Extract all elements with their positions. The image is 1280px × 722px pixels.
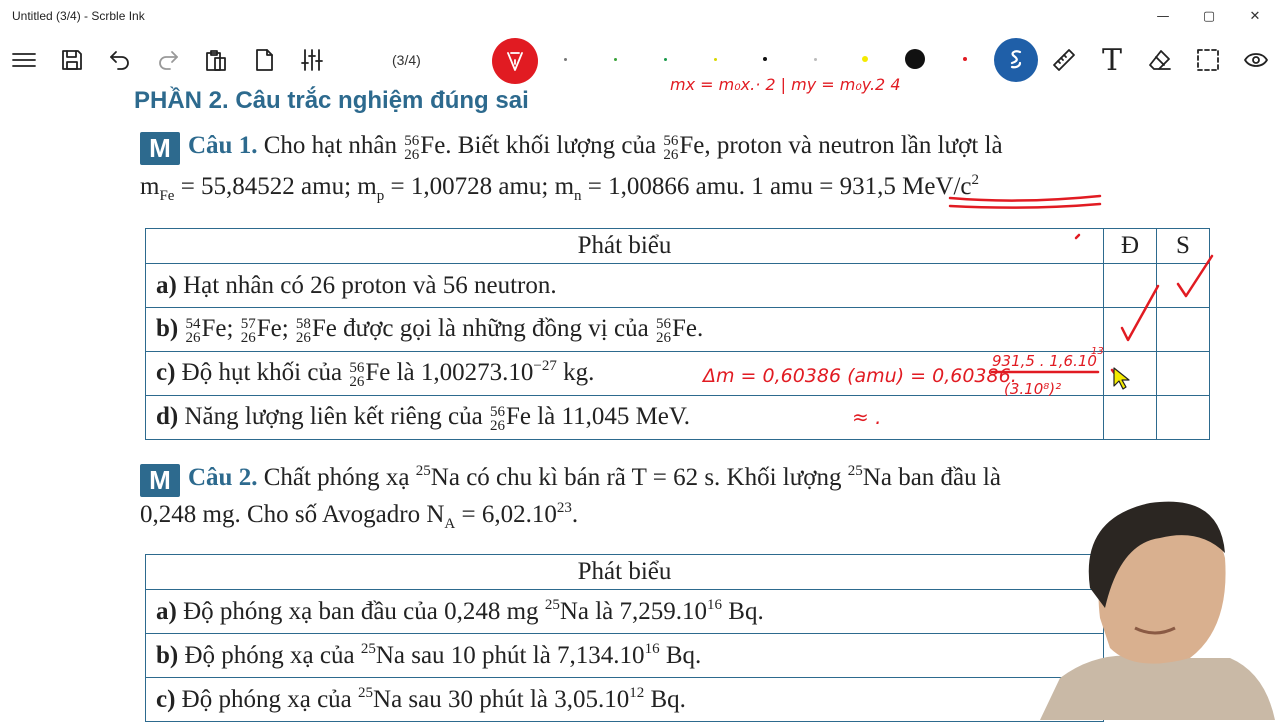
statement-cell [146, 352, 1104, 396]
mass-symbol: m [140, 173, 160, 200]
mass-fe-value: = 55,84522 amu; [174, 173, 358, 200]
stroke-size-small[interactable] [963, 57, 967, 61]
color-swatch-black[interactable] [763, 57, 767, 61]
atomic-number: 26 [655, 329, 671, 346]
highlighter-tool[interactable] [994, 38, 1038, 82]
atomic-number: 26 [663, 147, 679, 163]
section-title: PHẦN 2. Câu trắc nghiệm đúng sai [134, 87, 529, 114]
color-swatch-highlight-yellow[interactable] [862, 56, 868, 62]
q2-statement-table [145, 554, 1104, 722]
table-row [146, 590, 1104, 634]
selection-icon [1195, 47, 1221, 73]
nuclide-fe56 [663, 134, 678, 162]
statement-cell [146, 634, 1104, 678]
save-button[interactable] [52, 40, 92, 80]
statement-cell [146, 264, 1104, 308]
color-swatch-lightgray[interactable] [814, 58, 817, 61]
q2-text: ban đầu là [891, 464, 1001, 491]
mass-number: 57 [240, 315, 256, 332]
element-symbol: Na [430, 464, 460, 491]
statement-text: là 1,00273.10 [390, 359, 534, 386]
m-badge-icon: M [140, 132, 180, 165]
exponent: 16 [707, 597, 723, 613]
eraser-button[interactable] [1140, 40, 1180, 80]
mass-number: 56 [489, 403, 505, 420]
redo-button[interactable] [148, 40, 188, 80]
color-swatch-darkgreen[interactable] [664, 58, 667, 61]
text-tool-button[interactable] [1092, 40, 1132, 80]
view-button[interactable] [1236, 40, 1276, 80]
table-row [146, 396, 1210, 440]
row-label: c) [156, 359, 176, 386]
q1-text: . Biết khối lượng của [445, 132, 657, 159]
q2-text: Chất phóng xạ [263, 464, 416, 491]
q2-text: 0,248 mg. Cho số Avogadro N [140, 501, 445, 528]
exponent: 23 [556, 500, 572, 516]
false-cell[interactable] [1157, 396, 1210, 440]
q2-line1 [140, 463, 1001, 497]
element-symbol: Fe [420, 132, 446, 159]
true-cell[interactable] [1104, 264, 1157, 308]
unit: Bq. [722, 598, 764, 625]
eye-icon [1243, 47, 1269, 73]
mass-number: 25 [360, 641, 376, 657]
q1-line2 [140, 172, 979, 205]
nuclide [241, 317, 256, 345]
col-false-header: S [1157, 229, 1210, 264]
element-symbol: Fe [201, 314, 227, 342]
ink-approx: ≈ . [852, 405, 882, 429]
exponent: 12 [629, 685, 645, 701]
selection-button[interactable] [1188, 40, 1228, 80]
exponent: −27 [533, 358, 557, 374]
close-button[interactable] [1232, 0, 1278, 32]
element-symbol: Fe [256, 314, 282, 342]
nuclide-fe56 [656, 317, 671, 345]
webcam-overlay [1040, 498, 1280, 720]
mass-number: 25 [358, 685, 374, 701]
statement-cell: b) 54 26 Fe; 57 26 Fe; 58 26 Fe được gọi là những đồng vị của 56 26 Fe. [146, 308, 1104, 352]
mass-number: 56 [349, 360, 365, 376]
q1-text: , proton và neutron lần lượt là [704, 132, 1003, 159]
element-symbol: Fe [671, 314, 697, 342]
undo-button[interactable] [100, 40, 140, 80]
statement-text: Độ hụt khối của [181, 359, 349, 386]
exponent: 16 [644, 641, 660, 657]
mass-number: 25 [544, 597, 560, 613]
statement-cell [146, 396, 1104, 440]
false-cell[interactable] [1157, 264, 1210, 308]
amu-energy: 931,5 MeV/c [839, 173, 972, 200]
element-symbol: Fe [505, 402, 531, 430]
nuclide-fe56 [490, 405, 505, 433]
clipboard-button[interactable] [196, 40, 236, 80]
statement-text: là 7,259.10 [588, 598, 708, 625]
true-cell[interactable] [1104, 308, 1157, 352]
pen-nib-icon [502, 48, 528, 74]
row-label: a) [156, 271, 177, 299]
q1-line1 [140, 132, 1003, 165]
statement-cell [146, 678, 1104, 722]
statement-text: là 11,045 MeV. [530, 402, 690, 430]
element-symbol: Fe [311, 314, 337, 342]
undo-icon [107, 47, 133, 73]
settings-button[interactable] [292, 40, 332, 80]
mass-number: 25 [847, 463, 863, 479]
ruler-icon [1051, 47, 1077, 73]
element-symbol: Na [559, 598, 589, 625]
color-swatch-gray[interactable] [564, 58, 567, 61]
true-cell[interactable] [1104, 352, 1157, 396]
clipboard-icon [203, 47, 229, 73]
color-swatch-green[interactable] [614, 58, 617, 61]
row-label: b) [156, 642, 179, 669]
ink-fraction-numerator: 931,5 . 1,6.10 [992, 352, 1097, 370]
table-header-row [146, 555, 1104, 590]
table-row [146, 308, 1210, 352]
separator: ; [281, 314, 295, 342]
true-cell[interactable] [1104, 396, 1157, 440]
mass-subscript: Fe [159, 188, 175, 204]
menu-button[interactable] [4, 40, 44, 80]
atomic-number: 26 [349, 374, 365, 390]
element-symbol: Fe [679, 132, 705, 159]
row-label: b) [156, 314, 179, 342]
col-true-header: Đ [1104, 229, 1157, 264]
statement-text: sau 30 phút là 3,05.10 [402, 686, 630, 713]
redo-icon [155, 47, 181, 73]
new-page-icon [251, 47, 277, 73]
maximize-icon: ▢ [1202, 8, 1216, 24]
mass-number: 56 [655, 315, 671, 332]
statement-text: Độ phóng xạ của [184, 642, 361, 669]
subscript: A [444, 516, 456, 532]
statement-text: Năng lượng liên kết riêng của [184, 402, 489, 430]
maximize-button[interactable] [1186, 0, 1232, 32]
nuclide-fe56 [349, 361, 364, 389]
row-label: a) [156, 598, 177, 625]
mass-number: 56 [663, 133, 679, 149]
table-row [146, 634, 1104, 678]
element-symbol: Na [375, 642, 405, 669]
title-bar [0, 0, 1280, 32]
nuclide [185, 317, 200, 345]
atomic-number: 26 [185, 329, 201, 346]
mass-number: 58 [295, 315, 311, 332]
false-cell[interactable] [1157, 308, 1210, 352]
stroke-size-large[interactable] [905, 49, 925, 69]
text-tool-icon: T [1101, 42, 1122, 78]
save-icon [59, 47, 85, 73]
element-symbol: Fe [365, 359, 391, 386]
separator: ; [226, 314, 240, 342]
table-header: Phát biểu [146, 555, 1104, 590]
table-row [146, 264, 1210, 308]
mass-subscript: n [574, 188, 582, 204]
page-indicator: (3/4) [392, 52, 421, 68]
nuclide-fe56 [404, 134, 419, 162]
mass-neutron-value: = 1,00866 amu. 1 amu = [581, 173, 840, 200]
mass-subscript: p [376, 188, 385, 204]
table-row [146, 678, 1104, 722]
row-label: d) [156, 402, 179, 430]
atomic-number: 26 [295, 329, 311, 346]
settings-sliders-icon [299, 47, 325, 73]
mass-number: 25 [415, 463, 431, 479]
mass-proton-value: = 1,00728 amu; [384, 173, 555, 200]
q2-label: Câu 2. [188, 464, 258, 491]
table-header: Phát biểu [146, 229, 1104, 264]
minimize-button[interactable] [1140, 0, 1186, 32]
statement-text: được gọi là những đồng vị của [336, 314, 655, 342]
table-header-row [146, 229, 1210, 264]
eraser-icon [1147, 47, 1173, 73]
element-symbol: Na [373, 686, 403, 713]
ruler-button[interactable] [1044, 40, 1084, 80]
minimize-icon: — [1156, 8, 1170, 24]
q1-label: Câu 1. [188, 132, 258, 159]
row-label: c) [156, 686, 176, 713]
statement-cell [146, 590, 1104, 634]
mass-number: 56 [404, 133, 420, 149]
mass-number: 54 [185, 315, 201, 332]
q2-text: . [571, 501, 579, 528]
atomic-number: 26 [240, 329, 256, 346]
unit: Bq. [644, 686, 686, 713]
statement-text: Hạt nhân có 26 proton và 56 neutron. [183, 271, 557, 299]
nuclide [296, 317, 311, 345]
ink-fraction-exponent: 13 [1091, 346, 1104, 357]
m-badge-icon: M [140, 464, 180, 497]
new-page-button[interactable] [244, 40, 284, 80]
scribble-icon [1003, 47, 1029, 73]
close-icon: ✕ [1249, 8, 1261, 24]
q1-statement-table [145, 228, 1210, 440]
table-row [146, 352, 1210, 396]
q2-line2 [140, 500, 578, 533]
statement-text: Độ phóng xạ ban đầu của 0,248 mg [183, 598, 545, 625]
menu-icon [11, 47, 37, 73]
amu-exponent: 2 [971, 172, 980, 188]
q1-text: Cho hạt nhân [263, 132, 398, 159]
unit: Bq. [659, 642, 702, 669]
statement-text: Độ phóng xạ của [181, 686, 359, 713]
ink-mass-defect: Δm = 0,60386 (amu) = 0,60386. [703, 365, 1017, 387]
atomic-number: 26 [404, 147, 420, 163]
mass-symbol: m [554, 173, 575, 200]
ink-fraction-denominator: (3.10⁸)² [1004, 380, 1062, 398]
toolbar [0, 32, 1280, 88]
atomic-number: 26 [489, 417, 505, 434]
color-swatch-yellow[interactable] [714, 58, 717, 61]
q2-text: có chu kì bán rã T = 62 s. Khối lượng [459, 464, 848, 491]
element-symbol: Na [862, 464, 892, 491]
mass-symbol: m [357, 173, 377, 200]
window-title: Untitled (3/4) - Scrble Ink [12, 9, 145, 23]
q2-text: = 6,02.10 [455, 501, 557, 528]
statement-text: sau 10 phút là 7,134.10 [404, 642, 645, 669]
false-cell[interactable] [1157, 352, 1210, 396]
ink-top-scribble: mx = m₀x.· 2 | my = m₀y.2 4 [670, 75, 901, 94]
unit: kg. [556, 359, 595, 386]
pen-tool[interactable] [492, 38, 538, 84]
